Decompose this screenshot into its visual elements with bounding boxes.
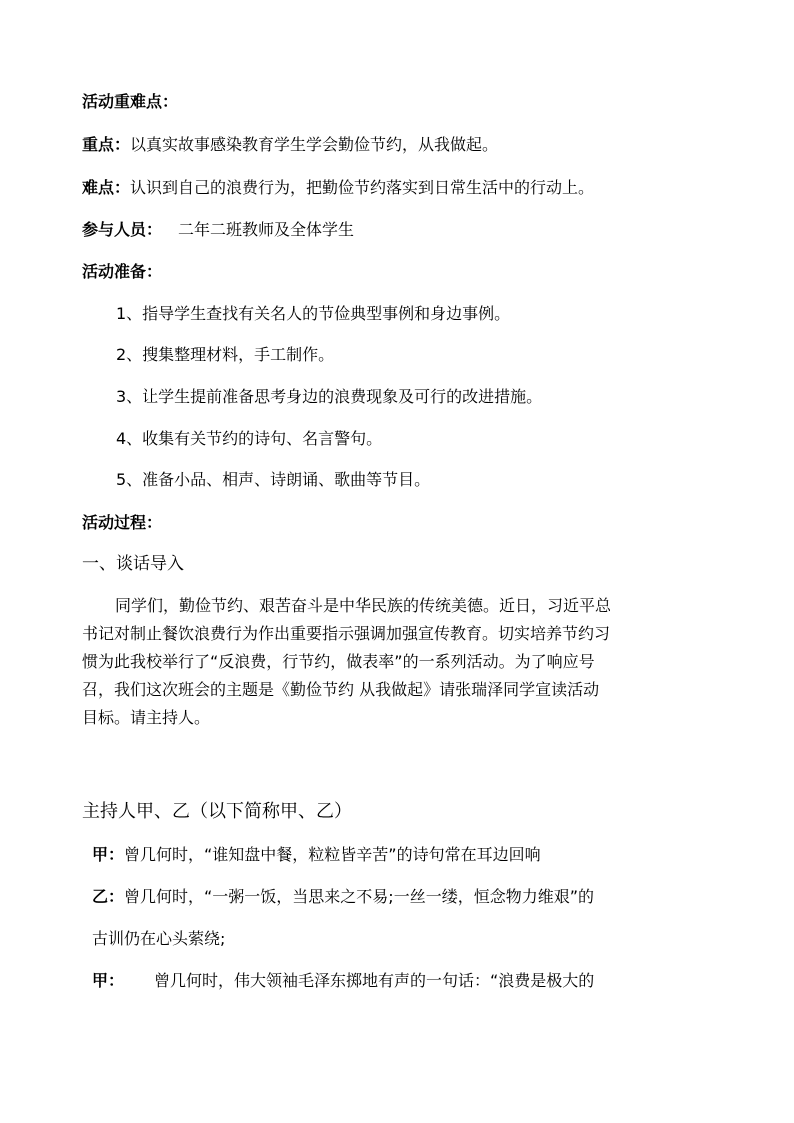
dialog-text: 曾几何时，“一粥一饭，当思来之不易;一丝一缕，恒念物力维艰”的 — [124, 887, 594, 906]
speaker-label: 甲： — [92, 845, 125, 864]
intro-line: 目标。请主持人。 — [82, 708, 211, 727]
dialog-line — [92, 845, 541, 865]
hosts-title: 主持人甲、乙（以下简称甲、乙） — [82, 801, 352, 822]
hard-point-label: 难点： — [82, 178, 131, 197]
dialog-line — [92, 887, 594, 907]
key-point-label: 重点： — [82, 135, 131, 154]
intro-line: 同学们，勤俭节约、艰苦奋斗是中华民族的传统美德。近日，习近平总 — [115, 596, 612, 615]
intro-line: 惯为此我校举行了“反浪费，行节约，做表率”的一系列活动。为了响应号 — [82, 652, 595, 671]
list-item: 5、准备小品、相声、诗朗诵、歌曲等节目。 — [116, 470, 431, 489]
difficulty-heading: 活动重难点： — [82, 92, 179, 111]
intro-line: 书记对制止餐饮浪费行为作出重要指示强调加强宣传教育。切实培养节约习 — [82, 624, 611, 643]
list-item: 3、让学生提前准备思考身边的浪费现象及可行的改进措施。 — [116, 387, 543, 406]
speaker-label: 乙： — [92, 887, 125, 906]
participants-text: 二年二班教师及全体学生 — [178, 220, 355, 239]
dialog-text: 曾几何时，“谁知盘中餐，粒粒皆辛苦”的诗句常在耳边回响 — [124, 845, 541, 864]
process-heading: 活动过程： — [82, 513, 163, 532]
dialog-text: 曾几何时，伟大领袖毛泽东掷地有声的一句话：“浪费是极大的 — [154, 971, 595, 990]
list-item: 1、指导学生查找有关名人的节俭典型事例和身边事例。 — [116, 304, 511, 323]
list-item: 2、搜集整理材料，手工制作。 — [116, 345, 335, 364]
participants-line — [82, 220, 354, 240]
speaker-label: 甲： — [92, 971, 125, 990]
dialog-text: 古训仍在心头萦绕; — [92, 929, 226, 948]
dialog-line — [92, 971, 594, 991]
intro-line: 召，我们这次班会的主题是《勤俭节约 从我做起》请张瑞泽同学宣读活动 — [82, 680, 600, 699]
participants-label: 参与人员： — [82, 220, 163, 239]
key-point-line — [82, 135, 498, 155]
intro-paragraph — [82, 592, 702, 732]
preparation-heading: 活动准备： — [82, 262, 163, 281]
key-point-text: 以真实故事感染教育学生学会勤俭节约，从我做起。 — [130, 135, 499, 154]
hard-point-text: 认识到自己的浪费行为，把勤俭节约落实到日常生活中的行动上。 — [130, 178, 595, 197]
hard-point-line — [82, 178, 594, 198]
section1-title: 一、谈话导入 — [82, 554, 184, 574]
list-item: 4、收集有关节约的诗句、名言警句。 — [116, 429, 383, 448]
dialog-line — [92, 929, 225, 949]
